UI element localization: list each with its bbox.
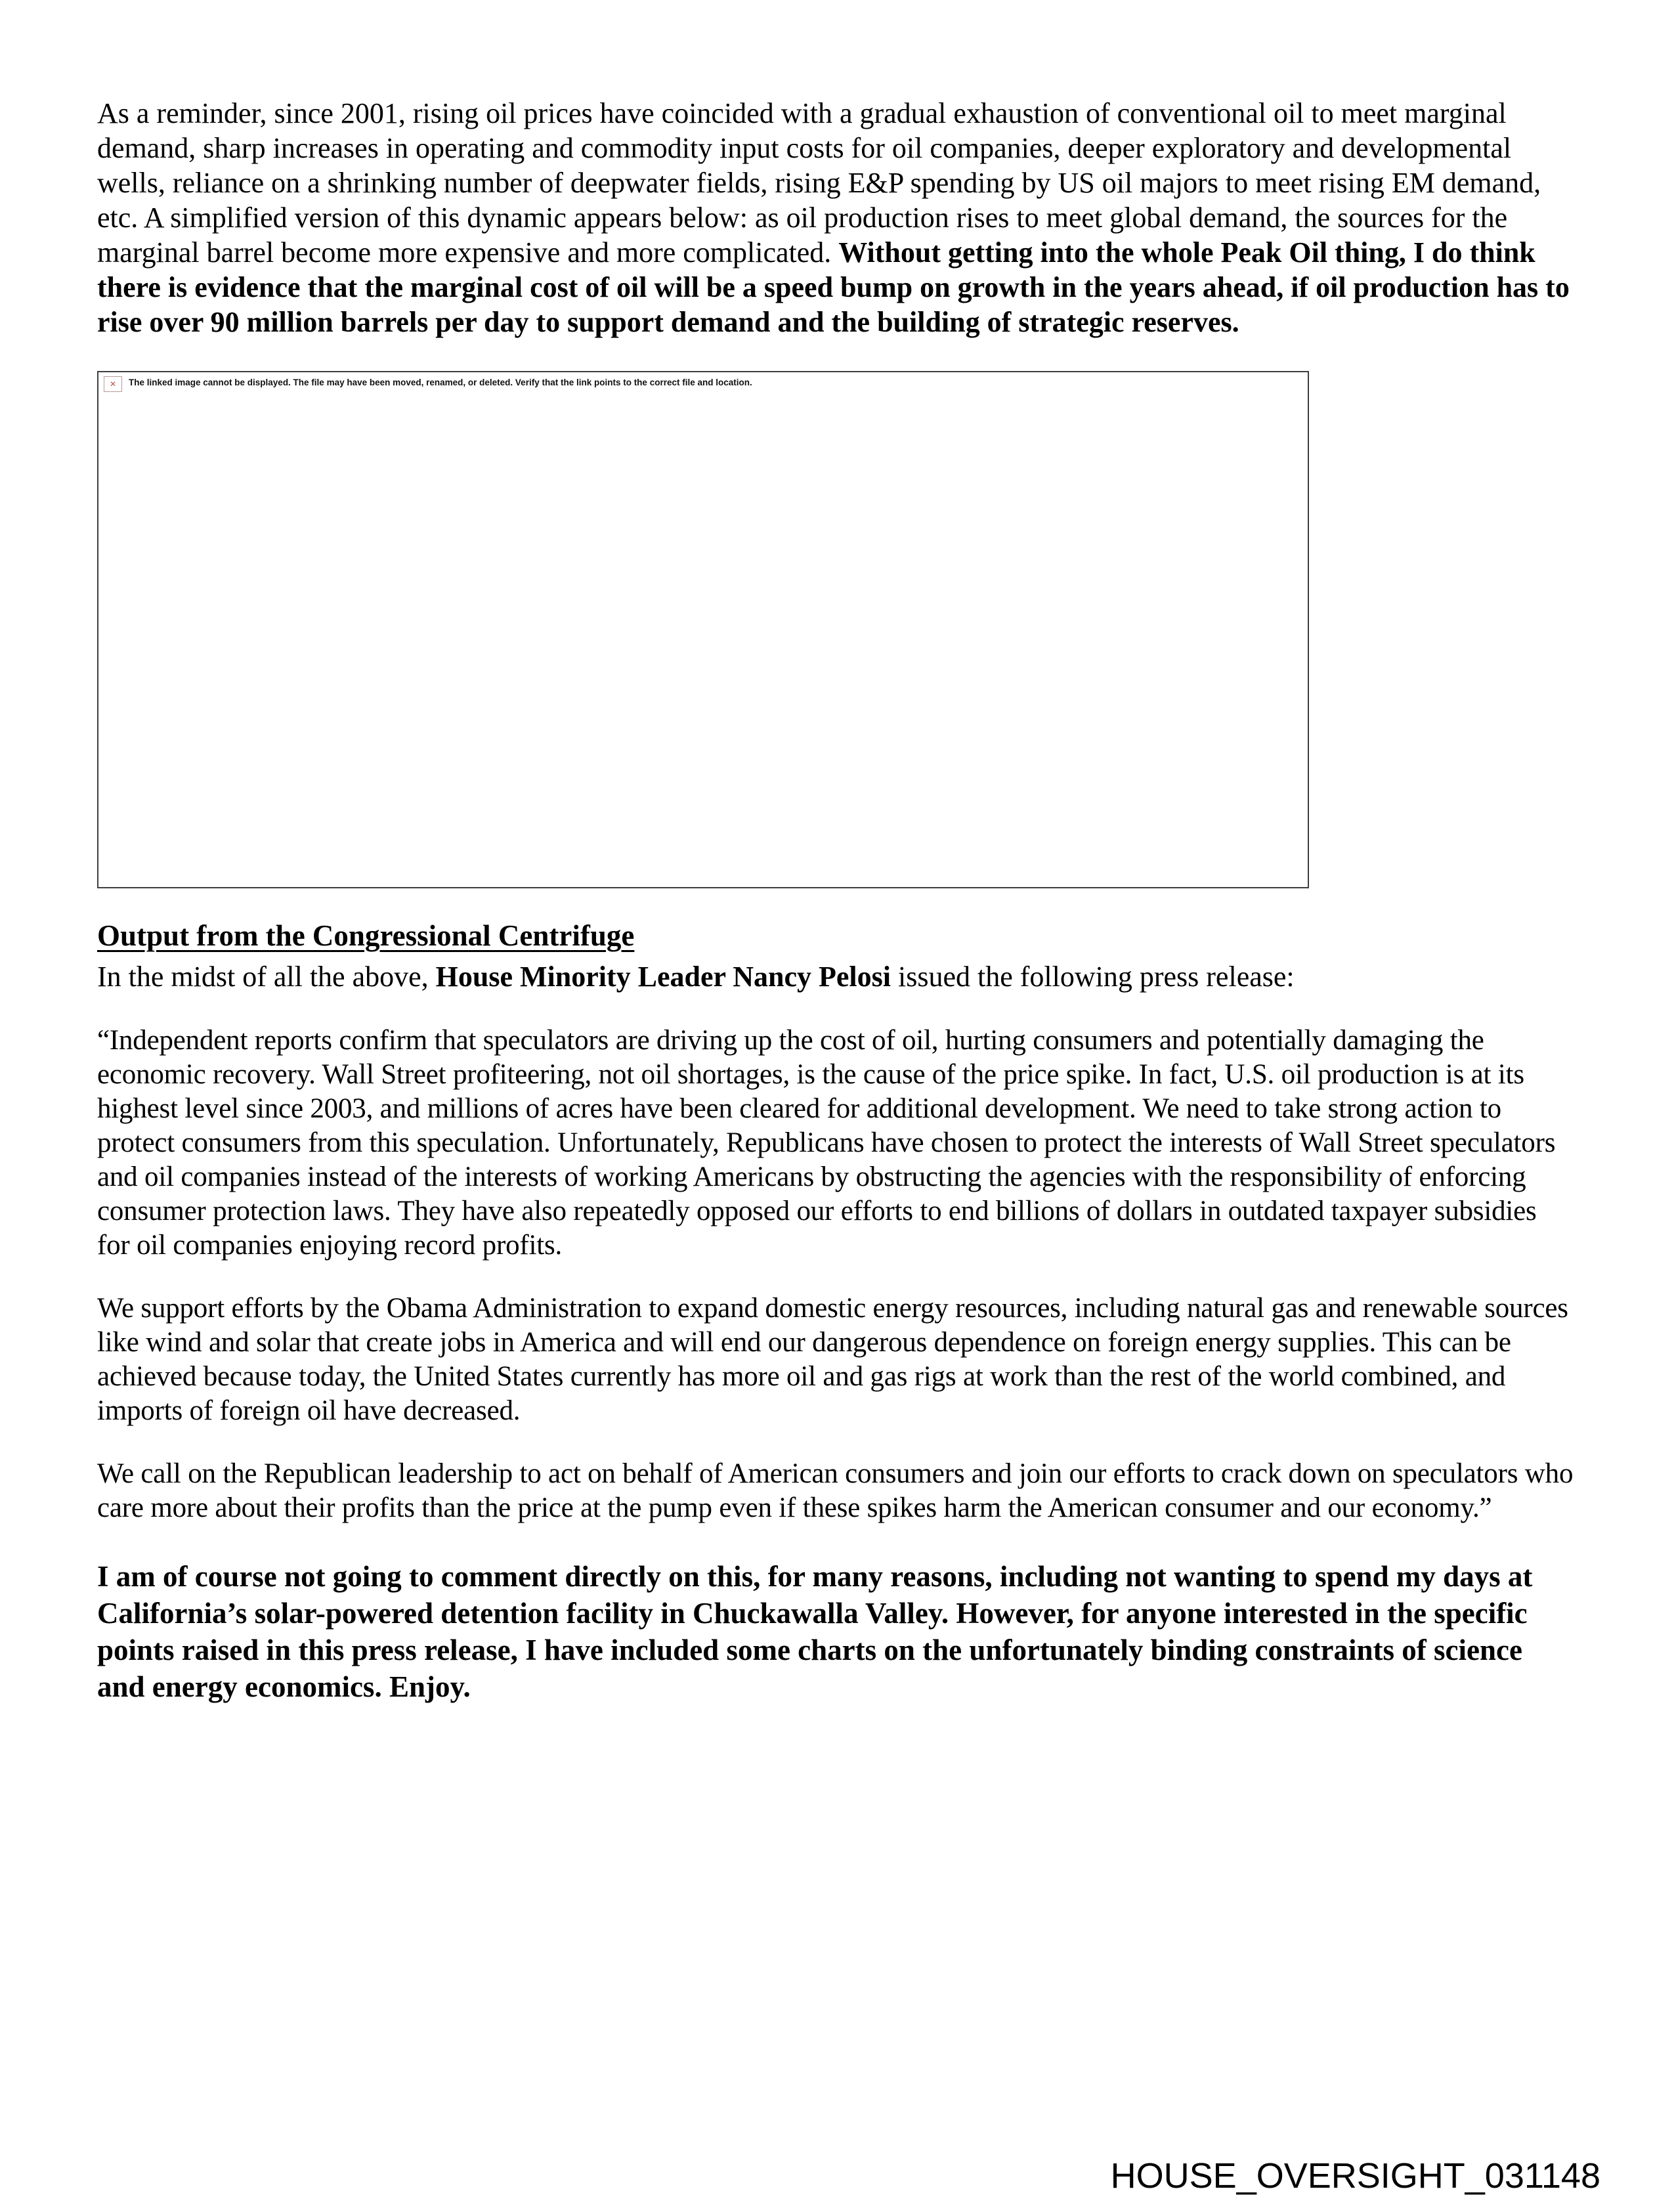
broken-image-icon: ✕ — [104, 376, 122, 392]
section-intro-post: issued the following press release: — [891, 961, 1295, 993]
footer-document-id: HOUSE_OVERSIGHT_031148 — [1110, 2156, 1600, 2196]
broken-image-placeholder-text: The linked image cannot be displayed. The file may have been moved, renamed, or deleted. Verify that the link points to the correct file and location. — [129, 378, 752, 387]
intro-paragraph-text: As a reminder, since 2001, rising oil prices have coincided with a gradual exhaustion of conventional oil to meet marginal demand, sharp increases in operating and commodity input costs for oil companies, deeper exploratory and developmental wells, reliance on a shrinking number of deepwater fields, rising E&P spending by US oil majors to meet rising EM demand, etc. A simplified version of this dynamic appears below: as oil production rises to meet global demand, the sources for the marginal barrel become more expensive and more complicated. — [97, 97, 1541, 269]
intro-paragraph — [97, 96, 1576, 339]
broken-image-placeholder — [98, 372, 1308, 396]
section-heading: Output from the Congressional Centrifuge — [97, 919, 635, 952]
section-intro-line — [97, 959, 1576, 995]
closing-paragraph: I am of course not going to comment directly on this, for many reasons, including not wanting to spend my days at California’s solar-powered detention facility in Chuckawalla Valley. However, for anyone interested in the specific points raised in this press release, I have included some charts on the unfortunately binding constraints of science and energy economics. Enjoy. — [97, 1560, 1533, 1703]
section-intro-speaker: House Minority Leader Nancy Pelosi — [435, 961, 891, 993]
section-intro-pre: In the midst of all the above, — [97, 961, 436, 993]
press-release-paragraph-2: We support efforts by the Obama Administration to expand domestic energy resources, including natural gas and renewable sources like wind and solar that create jobs in America and will end our dangerous dependence on foreign energy supplies. This can be achieved because today, the United States currently has more oil and gas rigs at work than the rest of the world combined, and imports of foreign oil have decreased. — [97, 1293, 1568, 1426]
broken-image-frame — [97, 371, 1309, 888]
press-release-paragraph-3: We call on the Republican leadership to act on behalf of American consumers and join our efforts to crack down on speculators who care more about their profits than the price at the pump even if these spikes harm the American consumer and our economy.” — [97, 1458, 1574, 1523]
document-content — [97, 96, 1576, 1705]
intro-paragraph-bold-text: Without getting into the whole Peak Oil thing, I do think there is evidence that the marginal cost of oil will be a speed bump on growth in the years ahead, if oil production has to rise over 90 million barrels per day to support demand and the building of strategic reserves. — [97, 236, 1570, 338]
press-release-paragraph-1: “Independent reports confirm that speculators are driving up the cost of oil, hurting consumers and potentially damaging the economic recovery. Wall Street profiteering, not oil shortages, is the cause of the price spike. In fact, U.S. oil production is at its highest level since 2003, and millions of acres have been cleared for additional development. We need to take strong action to protect consumers from this speculation. Unfortunately, Republicans have chosen to protect the interests of Wall Street speculators and oil companies instead of the interests of working Americans by obstructing the agencies with the responsibility of enforcing consumer protection laws. They have also repeatedly opposed our efforts to end billions of dollars in outdated taxpayer subsidies for oil companies enjoying record profits. — [97, 1025, 1556, 1261]
